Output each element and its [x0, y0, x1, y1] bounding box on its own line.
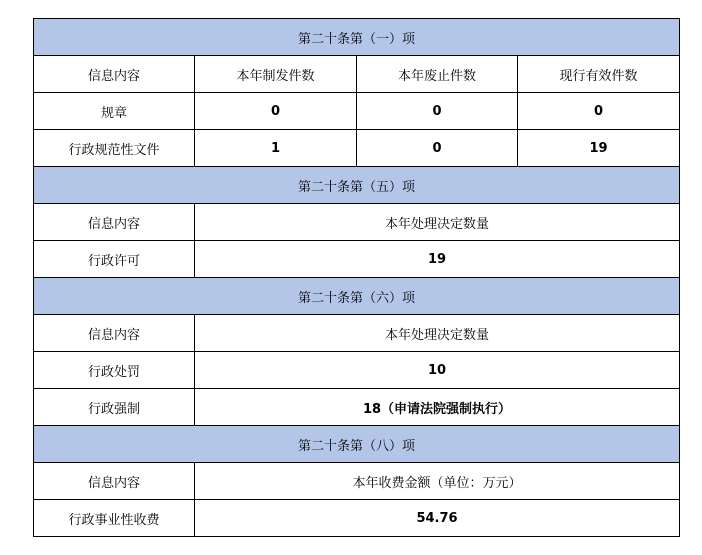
table-row: [34, 130, 680, 167]
cell-value: 0: [518, 93, 680, 130]
cell-value: 54.76: [195, 500, 680, 537]
column-header: 信息内容: [34, 56, 195, 93]
column-header: 本年处理决定数量: [195, 315, 680, 352]
section-title: 第二十条第（一）项: [34, 19, 680, 56]
column-header: 本年处理决定数量: [195, 204, 680, 241]
column-header: 现行有效件数: [518, 56, 680, 93]
column-header: 本年废止件数: [357, 56, 518, 93]
cell-value: 1: [195, 130, 357, 167]
row-label: 行政许可: [34, 241, 195, 278]
row-label: 行政强制: [34, 389, 195, 426]
table-row: [34, 352, 680, 389]
table-row: [34, 241, 680, 278]
table-row: [34, 389, 680, 426]
disclosure-table: [33, 18, 680, 537]
row-label: 行政规范性文件: [34, 130, 195, 167]
cell-value: 0: [195, 93, 357, 130]
column-header: 信息内容: [34, 315, 195, 352]
column-header: 信息内容: [34, 204, 195, 241]
table-row: [34, 93, 680, 130]
cell-value: 0: [357, 130, 518, 167]
column-header-row: [34, 204, 680, 241]
column-header-row: [34, 315, 680, 352]
cell-value: 10: [195, 352, 680, 389]
cell-value: 18（申请法院强制执行）: [195, 389, 680, 426]
section-header-row: [34, 426, 680, 463]
section-title: 第二十条第（八）项: [34, 426, 680, 463]
row-label: 规章: [34, 93, 195, 130]
column-header-row: [34, 463, 680, 500]
section-header-row: [34, 278, 680, 315]
column-header: 信息内容: [34, 463, 195, 500]
section-title: 第二十条第（六）项: [34, 278, 680, 315]
section-header-row: [34, 19, 680, 56]
section-title: 第二十条第（五）项: [34, 167, 680, 204]
cell-value: 0: [357, 93, 518, 130]
row-label: 行政处罚: [34, 352, 195, 389]
cell-value: 19: [518, 130, 680, 167]
section-header-row: [34, 167, 680, 204]
cell-value: 19: [195, 241, 680, 278]
column-header: 本年制发件数: [195, 56, 357, 93]
column-header-row: [34, 56, 680, 93]
row-label: 行政事业性收费: [34, 500, 195, 537]
column-header: 本年收费金额（单位：万元）: [195, 463, 680, 500]
table-row: [34, 500, 680, 537]
